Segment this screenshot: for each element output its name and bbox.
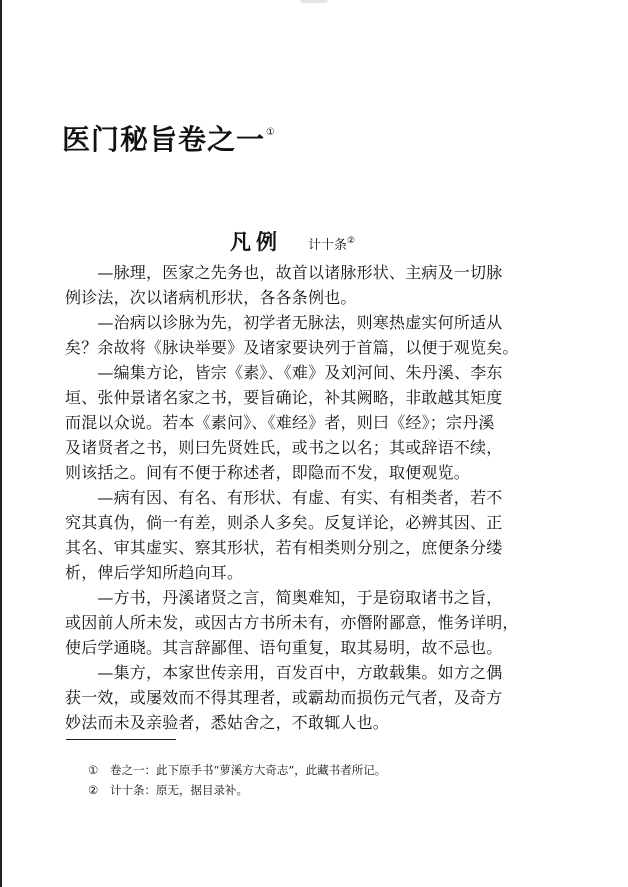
body-line: —编集方论，皆宗《素》、《难》及刘河间、朱丹溪、李东 <box>65 363 503 382</box>
body-line: —集方，本家世传亲用，百发百中，方敢载集。如方之偶 <box>65 663 503 682</box>
body-line: 妙法而未及亲验者，悉姑舍之，不敢辄人也。 <box>65 713 390 732</box>
scan-mark <box>300 0 328 3</box>
body-text <box>65 260 525 735</box>
body-line: 则该括之。间有不便于称述者，即隐而不发，取便观览。 <box>65 463 471 482</box>
section-heading <box>230 226 355 256</box>
body-line: 例诊法，次以诸病机形状，各各条例也。 <box>65 288 357 307</box>
section-count <box>308 238 355 253</box>
chapter-title-text: 医门秘旨卷之一 <box>62 123 266 156</box>
section-count-text: 计十条 <box>308 238 348 253</box>
body-line: 究其真伪，倘一有差，则杀人多矣。反复详论，必辨其因、正 <box>65 513 503 532</box>
body-line: 垣、张仲景诸名家之书，要旨确论，补其阙略，非敢越其矩度 <box>65 388 503 407</box>
footnote <box>88 780 386 800</box>
chapter-title <box>62 118 276 158</box>
body-line: 或因前人所未发，或因古方书所未有，亦僭附鄙意，惟务详明， <box>65 613 519 632</box>
body-line: —治病以诊脉为先，初学者无脉法，则寒热虚实何所适从 <box>65 313 503 332</box>
footnote-marker: ② <box>88 783 99 797</box>
body-line: 而混以众说。若本《素问》、《难经》者，则曰《经》；宗丹溪 <box>65 413 495 432</box>
body-line: —病有因、有名、有形状、有虚、有实、有相类者，若不 <box>65 488 503 507</box>
footnote-divider <box>66 739 176 740</box>
footnotes <box>88 760 386 800</box>
footnote-marker: ① <box>88 763 99 777</box>
body-line: 矣？余故将《脉诀举要》及诸家要诀列于首篇，以便于观览矣。 <box>65 338 519 357</box>
chapter-footnote-marker: ① <box>266 127 276 138</box>
body-line: —方书，丹溪诸贤之言，简奥难知，于是窃取诸书之旨， <box>65 588 503 607</box>
footnote-text: 计十条：原无，据目录补。 <box>110 783 248 797</box>
body-line: 使后学通晓。其言辞鄙俚、语句重复，取其易明，故不忌也。 <box>65 638 503 657</box>
section-title: 凡例 <box>230 229 282 254</box>
page-border <box>0 0 2 887</box>
section-footnote-marker: ② <box>347 236 356 246</box>
body-line: 及诸贤者之书，则曰先贤姓氏，或书之以名；其或辞语不续， <box>65 438 503 457</box>
footnote <box>88 760 386 780</box>
body-line: 其名、审其虚实、察其形状，若有相类则分别之，庶便条分缕 <box>65 538 503 557</box>
body-line: 获一效，或屡效而不得其理者，或霸劫而损伤元气者，及奇方 <box>65 688 503 707</box>
body-line: —脉理，医家之先务也，故首以诸脉形状、主病及一切脉 <box>65 263 503 282</box>
footnote-text: 卷之一：此下原手书“萝溪方大奇志”，此藏书者所记。 <box>110 763 387 777</box>
body-line: 析，俾后学知所趋向耳。 <box>65 563 244 582</box>
